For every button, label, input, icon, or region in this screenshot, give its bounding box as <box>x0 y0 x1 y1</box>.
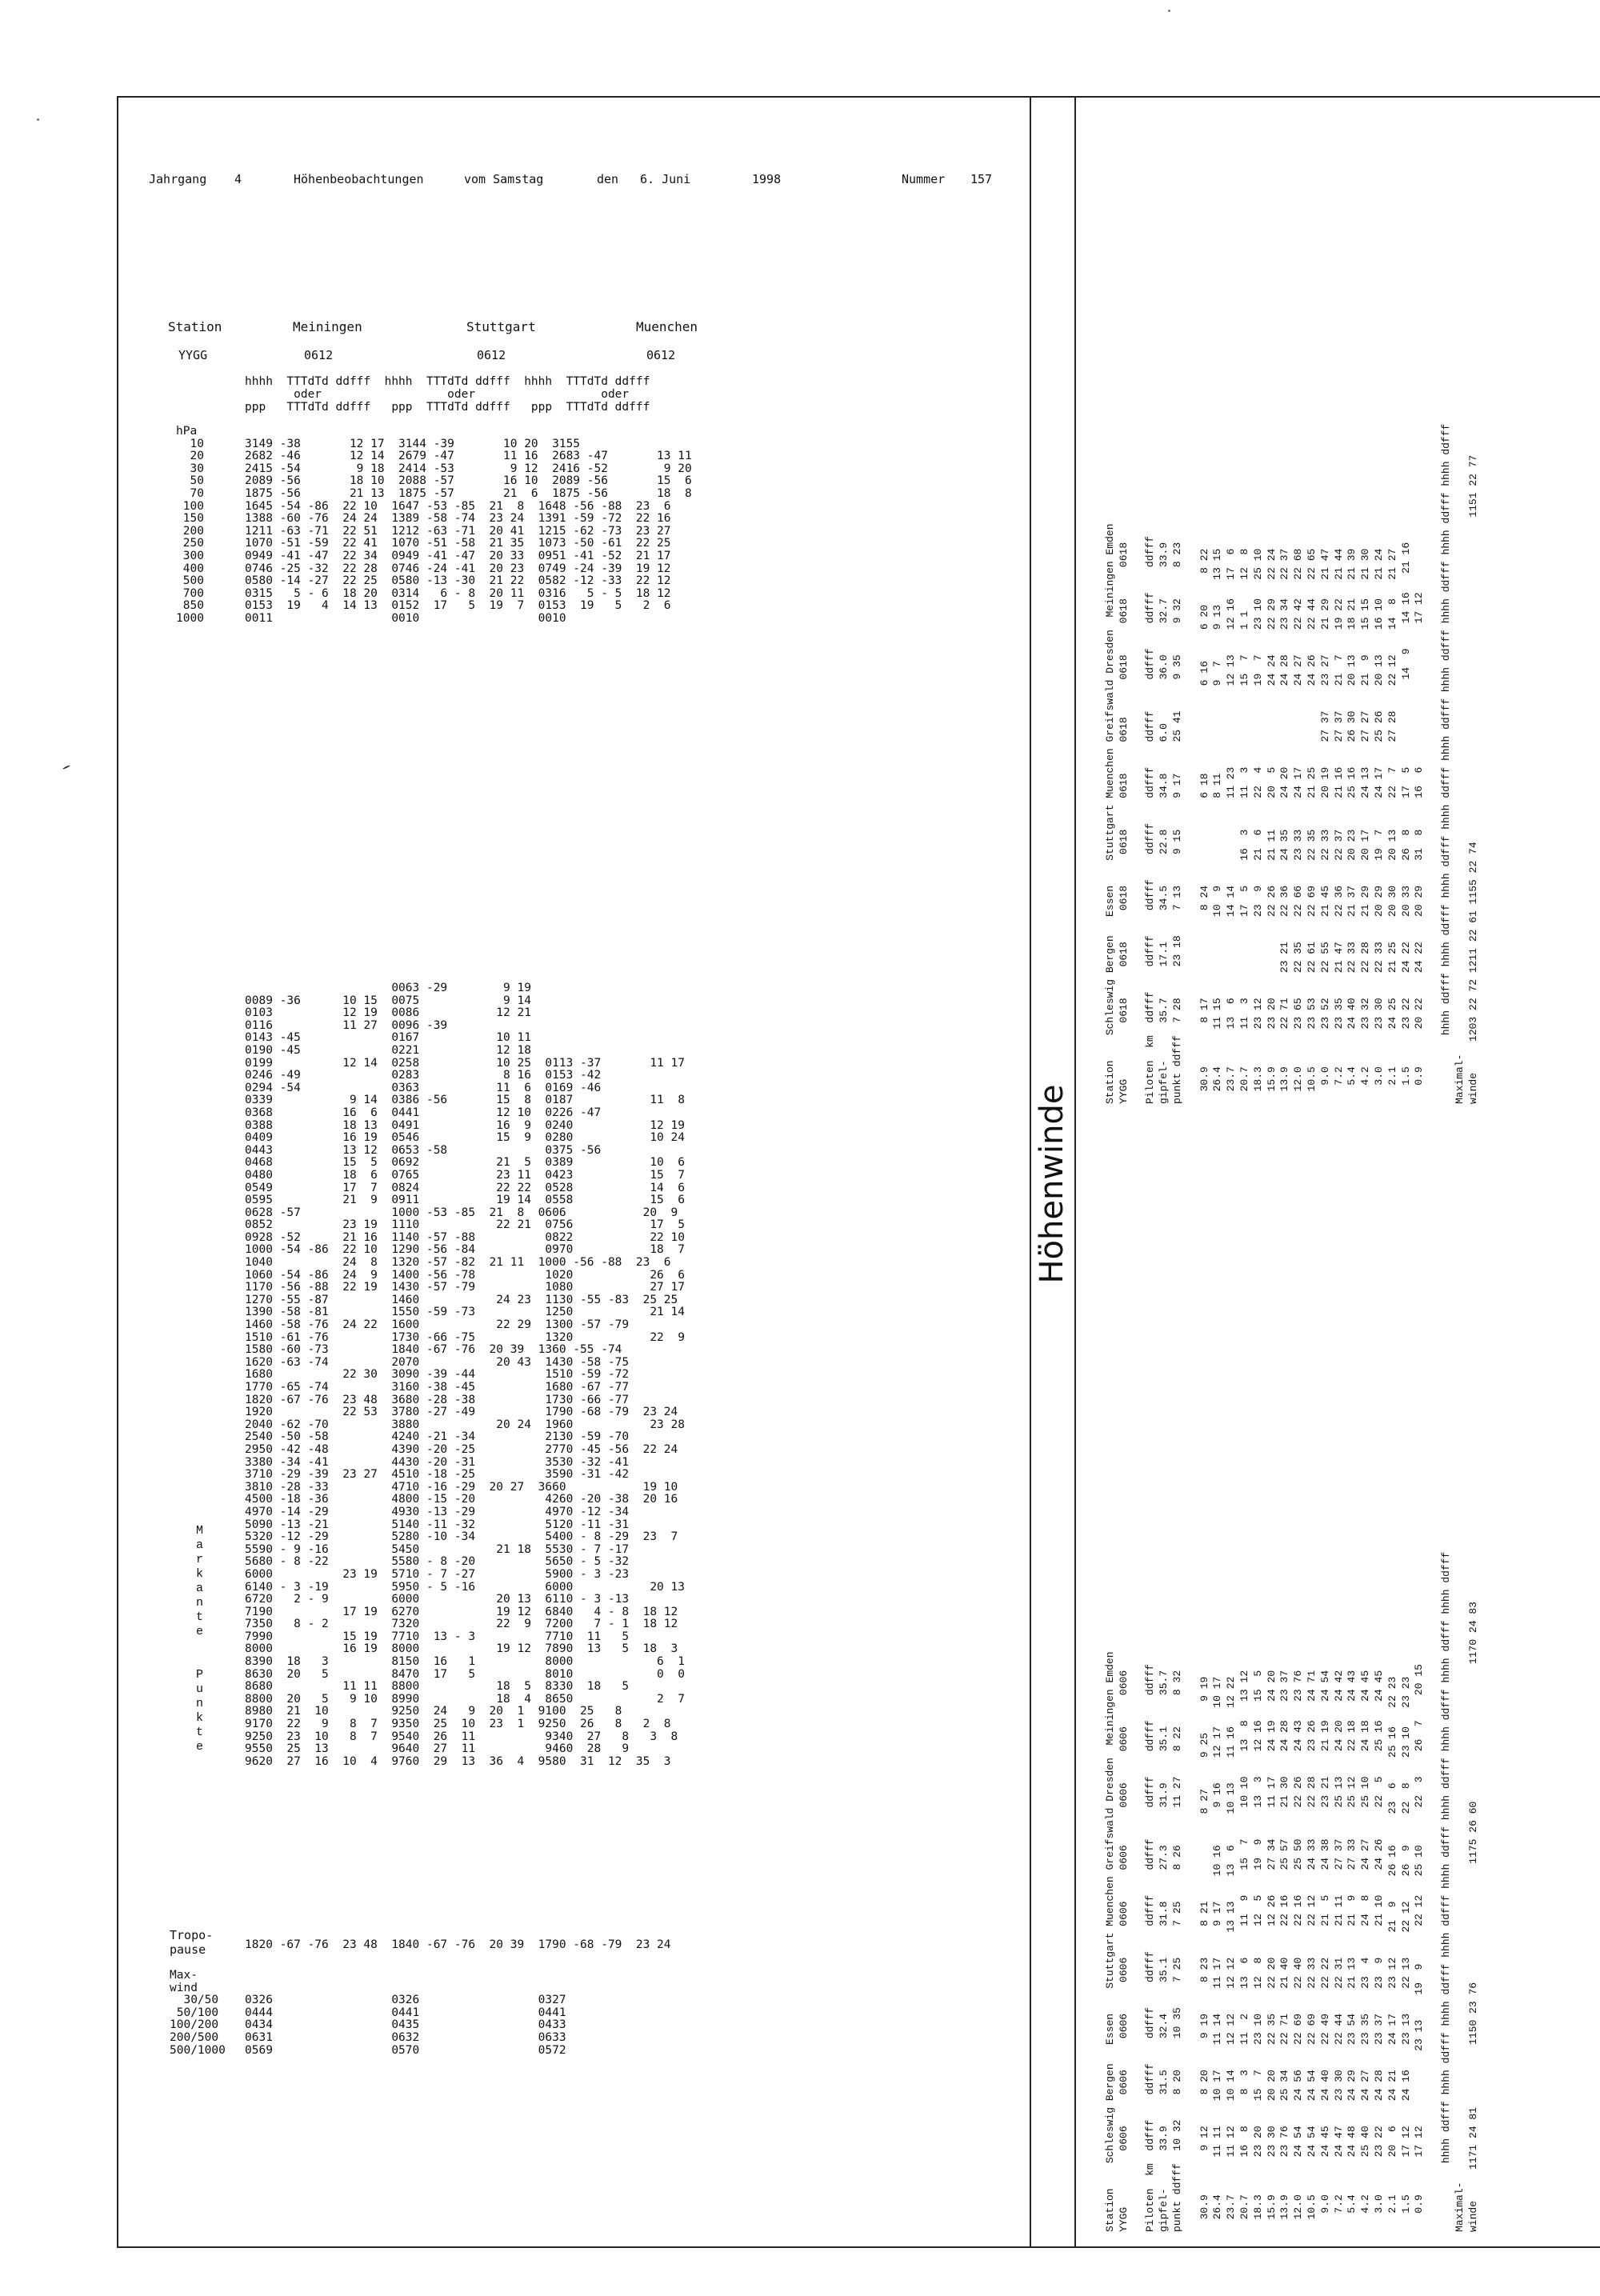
station-name: Stuttgart <box>466 319 536 334</box>
lower-wind-table-0606: Station Schleswig Bergen Essen Stuttgart Muenchen Greifswald Dresden Meiningen Emden YYGG 0606 0606 0606 0606 0606 0606 0606 0606 0606 Piloten km ddfff ddfff ddfff ddfff ddfff ddfff ddfff ddfff ddfff gipfel- 33.9 31.5 32.4 35.1 31.8 27.3 31.9 35.1 35.7 punkt ddfff 10 32 8 20 10 35 7 25 7 25 8 26 11 27 8 22 8 32 30.9 9 12 8 20 9 19 8 23 8 21 8 27 9 25 9 19 26.4 11 11 10 17 11 14 11 17 9 17 10 16 9 16 12 17 10 17 23.7 11 12 10 14 12 12 12 12 13 13 13 6 10 13 11 16 12 22 20.7 16 8 8 3 11 2 13 6 11 9 15 7 10 10 13 8 13 12 18.3 23 20 15 7 23 10 12 8 12 5 19 9 13 3 12 16 15 5 15.9 23 30 20 20 22 35 22 20 12 26 27 34 11 17 24 19 24 20 13.9 23 76 25 34 22 71 21 40 22 16 25 57 21 30 24 28 23 37 12.0 24 54 24 56 22 69 22 40 22 16 25 50 22 26 24 43 23 76 10.5 24 54 24 54 22 69 22 33 22 12 24 33 22 28 23 26 24 71 9.0 24 45 24 40 22 49 22 22 21 5 24 38 23 21 21 19 24 54 7.2 24 47 23 30 22 44 22 31 21 11 27 37 25 13 24 20 24 42 5.4 24 48 24 29 23 54 21 13 21 9 27 33 25 12 22 18 24 43 4.2 25 40 24 27 23 35 23 4 24 8 24 27 25 10 24 18 24 45 3.0 23 22 24 28 23 37 23 9 21 10 24 26 22 5 25 16 24 45 2.1 20 6 24 21 24 17 23 12 21 9 26 16 23 6 25 16 22 23 1.5 17 12 24 16 23 13 22 13 22 12 26 9 22 8 23 10 23 23 0.9 17 12 23 13 19 9 22 12 25 10 22 3 26 7 20 15 hhhh ddfff hhhh ddfff hhhh ddfff hhhh ddfff hhhh ddfff hhhh ddfff hhhh ddfff hhhh ddfff hhhh ddfff Maximal- winde 1171 24 81 1150 23 76 1175 26 60 1170 24 83 <box>1104 1551 1479 2232</box>
yygg-label: YYGG <box>178 348 208 362</box>
tropopause-row: 1820 -67 -76 23 48 1840 -67 -76 20 39 1790 -68 -79 23 24 <box>245 1938 671 1951</box>
maxwind-table: 0326 0326 0327 0444 0441 0441 0434 0435 0433 0631 0632 0633 0569 0570 0572 <box>245 1994 566 2057</box>
column-divider <box>1030 96 1031 2248</box>
yygg-value: 0612 <box>304 348 334 362</box>
pressure-levels: hPa 10 20 30 50 70 100 150 200 250 300 400 500 700 850 1000 <box>176 425 204 625</box>
column-header-2: oder oder oder <box>245 388 630 401</box>
date-label: den <box>597 172 619 186</box>
yygg-value: 0612 <box>646 348 676 362</box>
standard-level-table: 3149 -38 12 17 3144 -39 10 20 3155 2682 -46 12 14 2679 -47 11 16 2683 -47 13 11 2415 -54 9 18 2414 -53 9 12 2416 -52 9 20 2089 -56 18 10 2088 -57 16 10 2089 -56 15 6 1875 -56 21 13 1875 -57 21 6 1875 -56 18 8 1645 -54 -86 22 10 1647 -53 -85 21 8 1648 -56 -88 23 6 1388 -60 -76 24 24 1389 -58 -74 23 24 1391 -59 -72 22 16 1211 -63 -71 22 51 1212 -63 -71 20 41 1215 -62 -73 23 27 1070 -51 -59 22 41 1070 -51 -58 21 35 1073 -50 -61 22 25 0949 -41 -47 22 34 0949 -41 -47 20 33 0951 -41 -52 21 17 0746 -25 -32 22 28 0746 -24 -41 20 23 0749 -24 -39 19 12 0580 -14 -27 22 25 0580 -13 -30 21 22 0582 -12 -33 22 12 0315 5 - 6 18 20 0314 6 - 8 20 11 0316 5 - 5 18 12 0153 19 4 14 13 0152 17 5 19 7 0153 19 5 2 6 0011 0010 0010 <box>245 437 692 625</box>
page-title: Höhenbeobachtungen <box>294 172 424 186</box>
station-name: Meiningen <box>293 319 362 334</box>
column-header-1: hhhh TTTdTd ddfff hhhh TTTdTd ddfff hhhh TTTdTd ddfff <box>245 375 650 388</box>
jahrgang-label: Jahrgang <box>149 172 207 186</box>
scan-mark <box>62 765 70 770</box>
scan-speck <box>37 118 39 121</box>
maxwind-label: Max- wind 30/50 50/100 100/200 200/500 500/1000 <box>170 1969 226 2057</box>
jahrgang-value: 4 <box>234 172 242 186</box>
column-header-3: ppp TTTdTd ddfff ppp TTTdTd ddfff ppp TTTdTd ddfff <box>245 401 650 414</box>
station-name: Muenchen <box>636 319 698 334</box>
nummer-label: Nummer <box>902 172 946 186</box>
date: 6. Juni <box>640 172 691 186</box>
year: 1998 <box>752 172 782 186</box>
station-label: Station <box>168 319 222 334</box>
nummer-value: 157 <box>970 172 993 186</box>
yygg-value: 0612 <box>477 348 506 362</box>
weekday: vom Samstag <box>464 172 544 186</box>
column-divider <box>1074 96 1076 2248</box>
markante-punkte-label: M a r k a n t e P u n k t e <box>196 1524 204 1754</box>
tropopause-label: Tropo- pause <box>170 1928 214 1957</box>
hoehenwinde-title: Höhenwinde <box>1034 1084 1070 1284</box>
upper-wind-table-0618: Station Schleswig Bergen Essen Stuttgart Muenchen Greifswald Dresden Meiningen Emden YYGG 0618 0618 0618 0618 0618 0618 0618 0618 0618 Piloten km ddfff ddfff ddfff ddfff ddfff ddfff ddfff ddfff ddfff gipfel- 35.7 17.1 34.5 22.8 34.8 6.0 36.0 32.7 33.9 punkt ddfff 7 28 23 18 7 13 9 15 9 17 25 41 9 35 9 32 8 23 30.9 8 17 8 24 6 18 6 16 6 20 8 22 26.4 11 15 10 9 8 11 9 7 9 13 13 15 23.7 13 6 14 14 11 23 12 13 12 16 17 6 20.7 11 3 17 5 16 3 11 3 15 7 1 1 12 8 18.3 23 12 23 9 21 6 22 4 19 7 23 10 25 10 15.9 23 20 22 26 21 11 20 5 24 24 22 29 22 24 13.9 22 71 23 21 22 36 24 35 24 20 24 28 23 34 22 37 12.0 23 65 22 35 22 66 23 33 24 17 24 27 22 42 22 68 10.5 23 53 22 61 22 69 22 35 21 25 24 26 22 44 22 65 9.0 23 52 22 55 21 45 22 33 20 19 27 37 23 27 21 29 21 47 7.2 23 35 21 47 22 36 22 37 21 16 27 37 21 7 19 22 21 44 5.4 24 40 22 33 21 37 20 23 25 16 26 30 20 13 18 21 21 39 4.2 23 32 22 28 21 29 20 17 24 13 27 27 21 9 15 15 21 30 3.0 23 30 22 33 20 29 19 7 24 17 25 26 20 13 16 10 21 24 2.1 24 25 21 25 20 30 20 13 22 7 27 28 22 12 14 8 21 27 1.5 23 22 24 22 20 33 26 8 17 5 14 9 14 16 21 16 0.9 20 22 24 22 20 29 31 8 16 6 17 12 hhhh ddfff hhhh ddfff hhhh ddfff hhhh ddfff hhhh ddfff hhhh ddfff hhhh ddfff hhhh ddfff hhhh ddfff Maximal- winde 1203 22 72 1211 22 61 1155 22 74 1151 22 77 <box>1104 423 1479 1104</box>
significant-levels-table: 0063 -29 9 19 0089 -36 10 15 0075 9 14 0103 12 19 0086 12 21 0116 11 27 0096 -39 0143 -45 0167 10 11 0190 -45 0221 12 18 0199 12 14 0258 10 25 0113 -37 11 17 0246 -49 0283 8 16 0153 -42 0294 -54 0363 11 6 0169 -46 0339 9 14 0386 -56 15 8 0187 11 8 0368 16 6 0441 12 10 0226 -47 0388 18 13 0491 16 9 0240 12 19 0409 16 19 0546 15 9 0280 10 24 0443 13 12 0653 -58 0375 -56 0468 15 5 0692 21 5 0389 10 6 0480 18 6 0765 23 11 0423 15 7 0549 17 7 0824 22 22 0528 14 6 0595 21 9 0911 19 14 0558 15 6 0628 -57 1000 -53 -85 21 8 0606 20 9 0852 23 19 1110 22 21 0756 17 5 0928 -52 21 16 1140 -57 -88 0822 22 10 1000 -54 -86 22 10 1290 -56 -84 0970 18 7 1040 24 8 1320 -57 -82 21 11 1000 -56 -88 23 6 1060 -54 -86 24 9 1400 -56 -78 1020 26 6 1170 -56 -88 22 19 1430 -57 -79 1080 27 17 1270 -55 -87 1460 24 23 1130 -55 -83 25 25 1390 -58 -81 1550 -59 -73 1250 21 14 1460 -58 -76 24 22 1600 22 29 1300 -57 -79 1510 -61 -76 1730 -66 -75 1320 22 9 1580 -60 -73 1840 -67 -76 20 39 1360 -55 -74 1620 -63 -74 2070 20 43 1430 -58 -75 1680 22 30 3090 -39 -44 1510 -59 -72 1770 -65 -74 3160 -38 -45 1680 -67 -77 1820 -67 -76 23 48 3680 -28 -38 1730 -66 -77 1920 22 53 3780 -27 -49 1790 -68 -79 23 24 2040 -62 -70 3880 20 24 1960 23 28 2540 -50 -58 4240 -21 -34 2130 -59 -70 2950 -42 -48 4390 -20 -25 2770 -45 -56 22 24 3380 -34 -41 4430 -20 -31 3530 -32 -41 3710 -29 -39 23 27 4510 -18 -25 3590 -31 -42 3810 -28 -33 4710 -16 -29 20 27 3660 19 10 4500 -18 -36 4800 -15 -20 4260 -20 -38 20 16 4970 -14 -29 4930 -13 -29 4970 -12 -34 5090 -13 -21 5140 -11 -32 5120 -11 -31 5320 -12 -29 5280 -10 -34 5400 - 8 -29 23 7 5590 - 9 -16 5450 21 18 5530 - 7 -17 5680 - 8 -22 5580 - 8 -20 5650 - 5 -32 6000 23 19 5710 - 7 -27 5900 - 3 -23 6140 - 3 -19 5950 - 5 -16 6000 20 13 6720 2 - 9 6000 20 13 6110 - 3 -13 7190 17 19 6270 19 12 6840 4 - 8 18 12 7350 8 - 2 7320 22 9 7200 7 - 1 18 12 7990 15 19 7710 13 - 3 7710 11 5 8000 16 19 8000 19 12 7890 13 5 18 3 8390 18 3 8150 16 1 8000 6 1 8630 20 5 8470 17 5 8010 0 0 8680 11 11 8800 18 5 8330 18 5 8800 20 5 9 10 8990 18 4 8650 2 7 8980 21 10 9250 24 9 20 1 9100 25 8 9170 22 9 8 7 9350 25 10 23 1 9250 26 8 2 8 9250 23 10 8 7 9540 26 11 9340 27 8 3 8 9550 25 13 9640 27 11 9460 28 9 9620 27 16 10 4 9760 29 13 36 4 9580 31 12 35 3 <box>245 982 685 1768</box>
scan-speck <box>1168 10 1170 12</box>
